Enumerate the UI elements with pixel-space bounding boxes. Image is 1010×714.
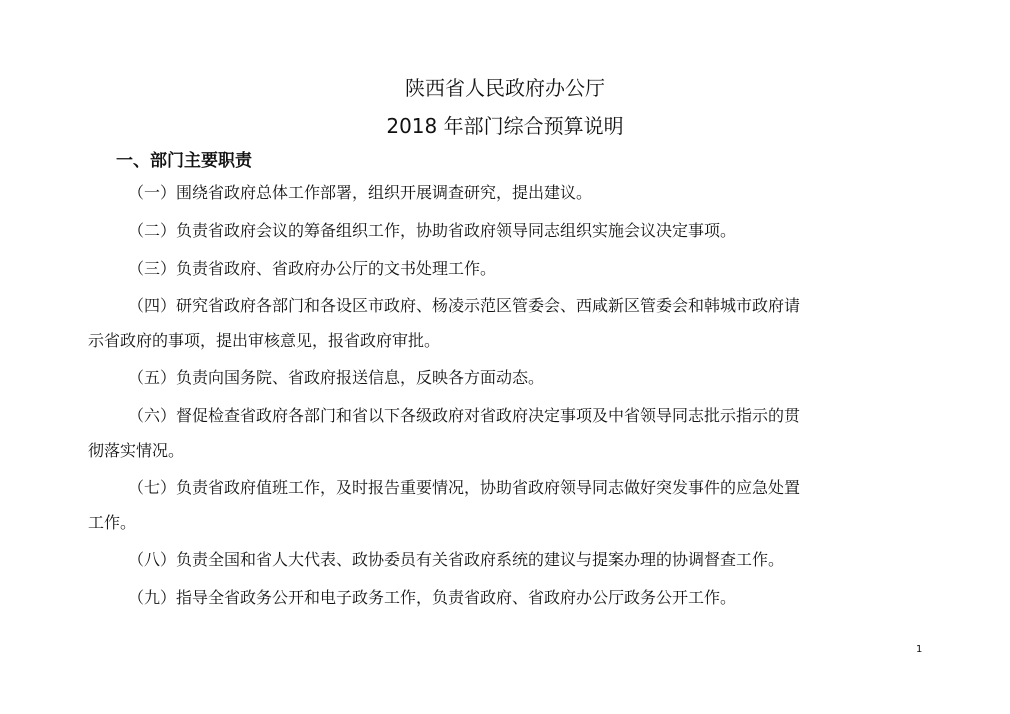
- duty-item-6-continued: 彻落实情况。: [88, 441, 185, 460]
- duty-item-9: （九）指导全省政务公开和电子政务工作，负责省政府、省政府办公厅政务公开工作。: [128, 588, 737, 607]
- duty-item-7: （七）负责省政府值班工作，及时报告重要情况，协助省政府领导同志做好突发事件的应急处置: [128, 478, 801, 497]
- duty-item-5: （五）负责向国务院、省政府报送信息，反映各方面动态。: [128, 368, 545, 387]
- duty-item-4-continued: 示省政府的事项，提出审核意见，报省政府审批。: [88, 331, 441, 350]
- page-number: 1: [916, 644, 923, 655]
- document-title-line1: 陕西省人民政府办公厅: [405, 76, 605, 100]
- duty-item-4: （四）研究省政府各部门和各设区市政府、杨凌示范区管委会、西咸新区管委会和韩城市政府请: [128, 296, 801, 315]
- duty-item-8: （八）负责全国和省人大代表、政协委员有关省政府系统的建议与提案办理的协调督查工作。: [128, 550, 785, 569]
- duty-item-6: （六）督促检查省政府各部门和省以下各级政府对省政府决定事项及中省领导同志批示指示的贯: [128, 406, 801, 425]
- section-heading: 一、部门主要职责: [116, 151, 252, 171]
- document-title-line2: 2018 年部门综合预算说明: [386, 114, 624, 138]
- duty-item-3: （三）负责省政府、省政府办公厅的文书处理工作。: [128, 259, 497, 278]
- duty-item-1: （一）围绕省政府总体工作部署，组织开展调查研究，提出建议。: [128, 183, 593, 202]
- duty-item-2: （二）负责省政府会议的筹备组织工作，协助省政府领导同志组织实施会议决定事项。: [128, 221, 737, 240]
- duty-item-7-continued: 工作。: [88, 513, 137, 532]
